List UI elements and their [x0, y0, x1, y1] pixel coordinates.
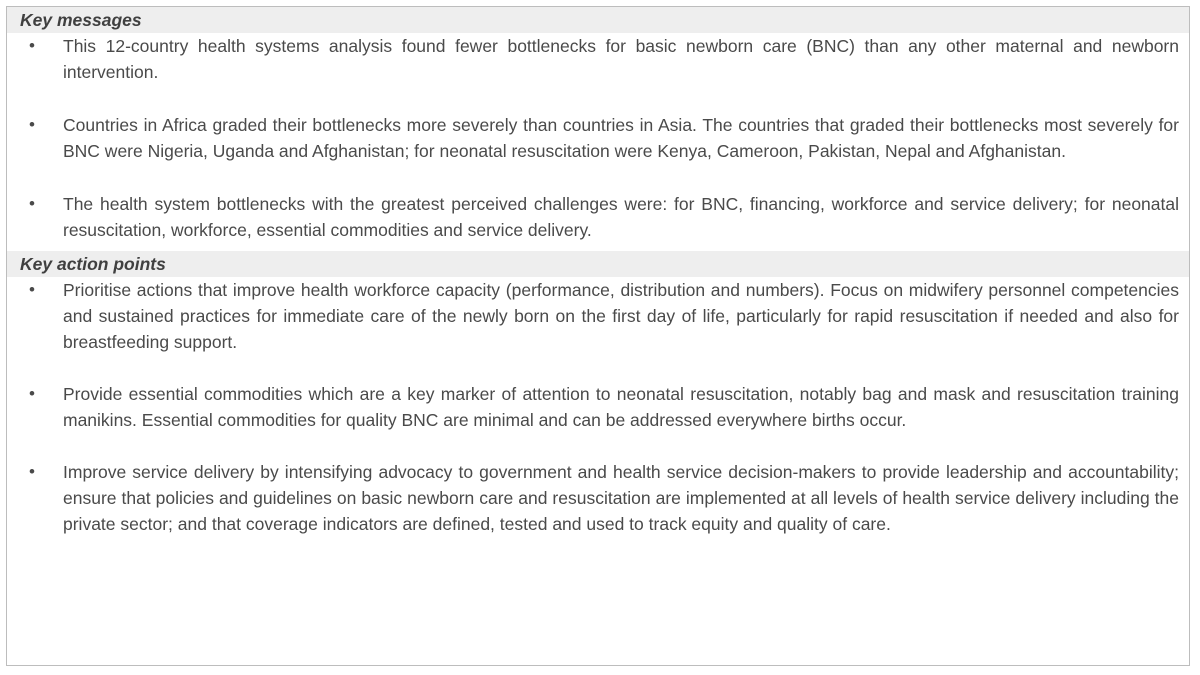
list-item: [7, 277, 1189, 355]
key-action-points-list: [7, 277, 1189, 537]
key-messages-box: [6, 6, 1190, 666]
bullet-text: Provide essential commodities which are a key marker of attention to neonatal resuscitation, notably bag and mask and resuscitation training manikins. Essential commodities for quality BNC are minimal and can be addressed everywhere births occur.: [63, 384, 1179, 430]
key-messages-heading: Key messages: [7, 7, 1189, 33]
bullet-icon: •: [29, 115, 35, 134]
key-action-points-section: [7, 251, 1189, 537]
bullet-text: Prioritise actions that improve health workforce capacity (performance, distribution and numbers). Focus on midwifery personnel competencies and sustained practices for immediate care of the newly born on the first day of life, particularly for rapid resuscitation if needed and also for breastfeeding support.: [63, 280, 1179, 352]
list-item: [7, 191, 1189, 243]
key-messages-list: [7, 33, 1189, 251]
key-action-points-heading: Key action points: [7, 251, 1189, 277]
bullet-icon: •: [29, 462, 35, 481]
key-messages-section: [7, 7, 1189, 251]
bullet-text: Improve service delivery by intensifying advocacy to government and health service decision-makers to provide leadership and accountability; ensure that policies and guidelines on basic newborn care and resuscitation are implemented at all levels of health service delivery including the private sector; and that coverage indicators are defined, tested and used to track equity and quality of care.: [63, 462, 1179, 534]
bullet-icon: •: [29, 280, 35, 299]
bullet-text: This 12-country health systems analysis found fewer bottlenecks for basic newborn care (BNC) than any other maternal and newborn intervention.: [63, 36, 1179, 82]
list-item: [7, 459, 1189, 537]
bullet-icon: •: [29, 194, 35, 213]
list-item: [7, 33, 1189, 85]
bullet-icon: •: [29, 36, 35, 55]
list-item: [7, 381, 1189, 433]
bullet-text: The health system bottlenecks with the greatest perceived challenges were: for BNC, financing, workforce and service delivery; for neonatal resuscitation, workforce, essential commodities and service delivery.: [63, 194, 1179, 240]
bullet-icon: •: [29, 384, 35, 403]
bullet-text: Countries in Africa graded their bottlenecks more severely than countries in Asia. The countries that graded their bottlenecks most severely for BNC were Nigeria, Uganda and Afghanistan; for neonatal resuscitation were Kenya, Cameroon, Pakistan, Nepal and Afghanistan.: [63, 115, 1179, 161]
list-item: [7, 112, 1189, 164]
